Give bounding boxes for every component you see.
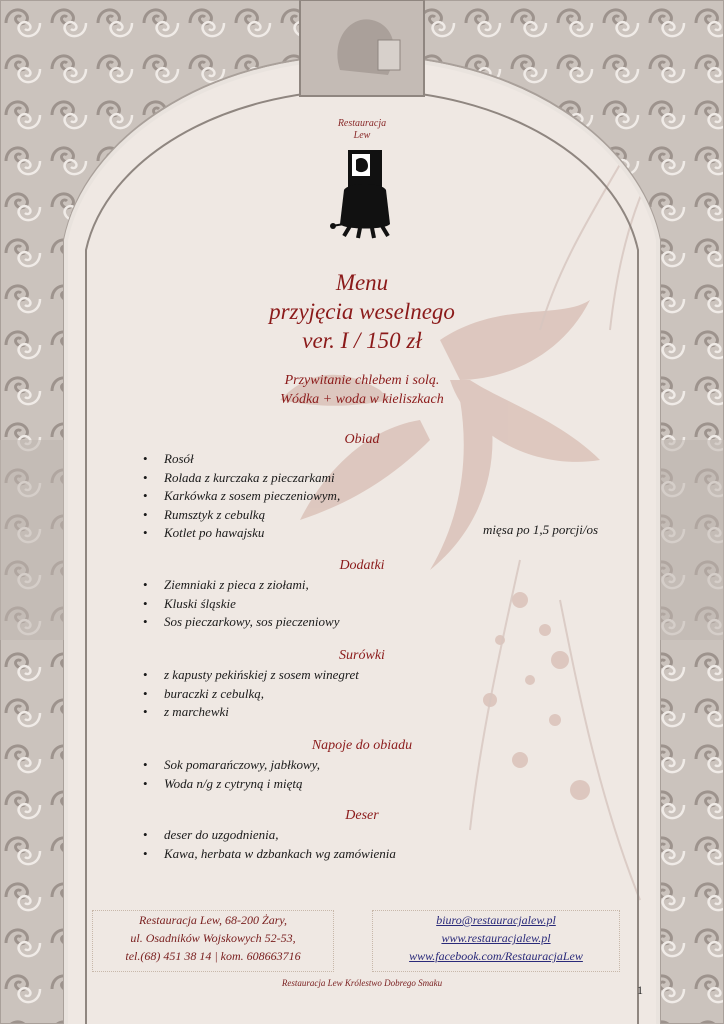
list-item: • Kluski śląskie (143, 595, 339, 614)
footer-address-line: ul. Osadników Wojskowych 52-53, (130, 931, 296, 945)
section-heading-surowki: Surówki (339, 648, 385, 663)
list-item: • z kapusty pekińskiej z sosem winegret (143, 666, 359, 685)
list-napoje (143, 756, 320, 793)
list-item: • Sos pieczarkowy, sos pieczeniowy (143, 613, 339, 632)
menu-version: ver. I / 150 zł (302, 328, 422, 353)
welcome-line-1: Przywitanie chlebem i solą. (284, 373, 440, 388)
list-deser (143, 826, 396, 863)
logo-text-line2: Lew (353, 130, 371, 141)
list-item: • Rosół (143, 450, 340, 469)
facebook-link[interactable]: www.facebook.com/RestauracjaLew (409, 949, 583, 963)
footer-contact-box (372, 910, 620, 972)
list-item: • Kotlet po hawajsku (143, 524, 340, 543)
list-item: • buraczki z cebulką, (143, 685, 359, 704)
section-heading-deser: Deser (345, 808, 379, 823)
list-item: • z marchewki (143, 703, 359, 722)
list-obiad (143, 450, 340, 543)
menu-subtitle: przyjęcia weselnego (269, 299, 455, 324)
section-heading-obiad: Obiad (344, 432, 380, 447)
list-item: • Karkówka z sosem pieczeniowym, (143, 487, 340, 506)
list-item: • Ziemniaki z pieca z ziołami, (143, 576, 339, 595)
footer-address-line: Restauracja Lew, 68-200 Żary, (138, 913, 288, 927)
footer-address-box (92, 910, 334, 972)
list-item: • Woda n/g z cytryną i miętą (143, 775, 320, 794)
portion-note: mięsa po 1,5 porcji/os (483, 522, 599, 537)
list-item: • Sok pomarańczowy, jabłkowy, (143, 756, 320, 775)
section-heading-dodatki: Dodatki (339, 558, 385, 573)
list-item: • Rolada z kurczaka z pieczarkami (143, 469, 340, 488)
restaurant-tagline: Restauracja Lew Królestwo Dobrego Smaku (281, 978, 443, 988)
page-number: 1 (637, 983, 643, 997)
list-dodatki (143, 576, 339, 632)
lion-logo-icon (330, 146, 400, 242)
email-link[interactable]: biuro@restauracjalew.pl (436, 913, 556, 927)
list-item: • Rumsztyk z cebulką (143, 506, 340, 525)
section-heading-napoje: Napoje do obiadu (311, 738, 413, 753)
welcome-line-2: Wódka + woda w kieliszkach (280, 392, 444, 407)
website-link[interactable]: www.restauracjalew.pl (441, 931, 551, 945)
list-item: • Kawa, herbata w dzbankach wg zamówienia (143, 845, 396, 864)
list-item: • deser do uzgodnienia, (143, 826, 396, 845)
menu-title: Menu (335, 270, 389, 295)
logo-text-line1: Restauracja (337, 118, 387, 129)
list-surowki (143, 666, 359, 722)
footer-phone-line: tel.(68) 451 38 14 | kom. 608663716 (125, 949, 301, 963)
